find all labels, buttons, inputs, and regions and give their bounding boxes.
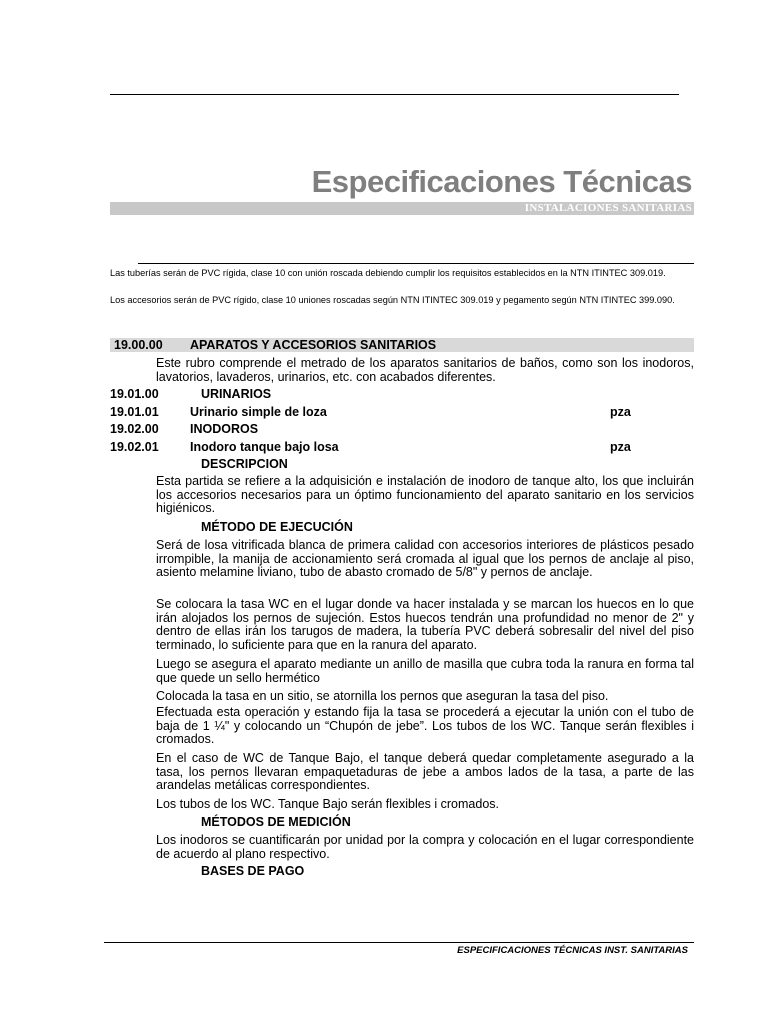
item-description: INODOROS [190, 422, 259, 436]
subtitle-bar [110, 202, 694, 215]
ejecucion-paragraph: Los tubos de los WC. Tanque Bajo serán flexibles i cromados. [156, 797, 500, 811]
section-heading [110, 338, 694, 352]
ejecucion-paragraph: Colocada la tasa en un sitio, se atornilla los pernos que aseguran la tasa del piso. [156, 689, 609, 703]
item-unit: pza [610, 405, 631, 419]
item-row [110, 422, 694, 437]
item-row [110, 440, 694, 455]
header-top-rule [110, 94, 679, 95]
metodos-medicion-heading: MÉTODOS DE MEDICIÓN [201, 815, 351, 829]
bases-pago-heading: BASES DE PAGO [201, 864, 305, 878]
descripcion-text: Esta partida se refiere a la adquisición e instalación de inodoro de tanque alto, los que incluirán los accesorios necesarios para un óptimo funcionamiento del aparato sanitario en los servicios higiénicos. [156, 474, 694, 515]
item-description: Urinario simple de loza [190, 405, 327, 419]
descripcion-heading: DESCRIPCION [201, 457, 288, 471]
section-code: 19.00.00 [114, 338, 163, 352]
footer-text: ESPECIFICACIONES TÉCNICAS INST. SANITARIAS [457, 945, 688, 956]
intro-paragraph-2: Los accesorios serán de PVC rígido, clase 10 uniones roscadas según NTN ITINTEC 309.019 y pegamento según NTN ITINTEC 399.090. [110, 295, 675, 305]
item-code: 19.01.01 [110, 405, 159, 419]
header-divider [138, 263, 694, 264]
item-description: URINARIOS [201, 387, 272, 401]
ejecucion-paragraph: Efectuada esta operación y estando fija la tasa se procederá a ejecutar la unión con el tubo de baja de 1 ¼" y colocando un “Chupón de jebe”. Los tubos de los WC. Tanque serán flexibles i cromados. [156, 705, 694, 746]
ejecucion-paragraph: Se colocara la tasa WC en el lugar donde va hacer instalada y se marcan los huecos en lo que irán alojados los pernos de sujeción. Estos huecos tendrán una profundidad no menor de 2" y dentro de ellas irán los tarugos de madera, la tubería PVC deberá sobresalir del nivel del piso terminado, lo suficiente para que en la ranura del aparato. [156, 597, 694, 652]
document-subtitle: INSTALACIONES SANITARIAS [524, 202, 692, 214]
footer-rule [104, 942, 694, 943]
intro-paragraph-1: Las tuberías serán de PVC rígida, clase 10 con unión roscada debiendo cumplir los requisitos establecidos en la NTN ITINTEC 309.019. [110, 268, 666, 278]
item-row [110, 405, 694, 420]
ejecucion-paragraph: Luego se asegura el aparato mediante un anillo de masilla que cubra toda la ranura en forma tal que quede un sello hermético [156, 657, 694, 685]
metodo-ejecucion-heading: MÉTODO DE EJECUCIÓN [201, 520, 353, 534]
document-title: Especificaciones Técnicas [311, 164, 692, 199]
item-code: 19.01.00 [110, 387, 159, 401]
item-row [110, 387, 694, 402]
item-code: 19.02.01 [110, 440, 159, 454]
section-title: APARATOS Y ACCESORIOS SANITARIOS [190, 338, 437, 352]
item-description: Inodoro tanque bajo losa [190, 440, 339, 454]
ejecucion-paragraph: En el caso de WC de Tanque Bajo, el tanque deberá quedar completamente asegurado a la tasa, los pernos llevaran empaquetaduras de jebe a ambos lados de la tasa, a parte de las arandelas metálicas correspondientes. [156, 751, 694, 792]
section-description: Este rubro comprende el metrado de los aparatos sanitarios de baños, como son los inodoros, lavatorios, lavaderos, urinarios, etc. con acabados diferentes. [156, 356, 694, 384]
ejecucion-paragraph: Será de losa vitrificada blanca de primera calidad con accesorios interiores de plásticos pesado irrompible, la manija de accionamiento será cromada al igual que los pernos de anclaje al piso, asiento melamine liviano, tubo de abasto cromado de 5/8" y pernos de anclaje. [156, 538, 694, 579]
medicion-text: Los inodoros se cuantificarán por unidad por la compra y colocación en el lugar correspondiente de acuerdo al plano respectivo. [156, 833, 694, 861]
item-code: 19.02.00 [110, 422, 159, 436]
item-unit: pza [610, 440, 631, 454]
